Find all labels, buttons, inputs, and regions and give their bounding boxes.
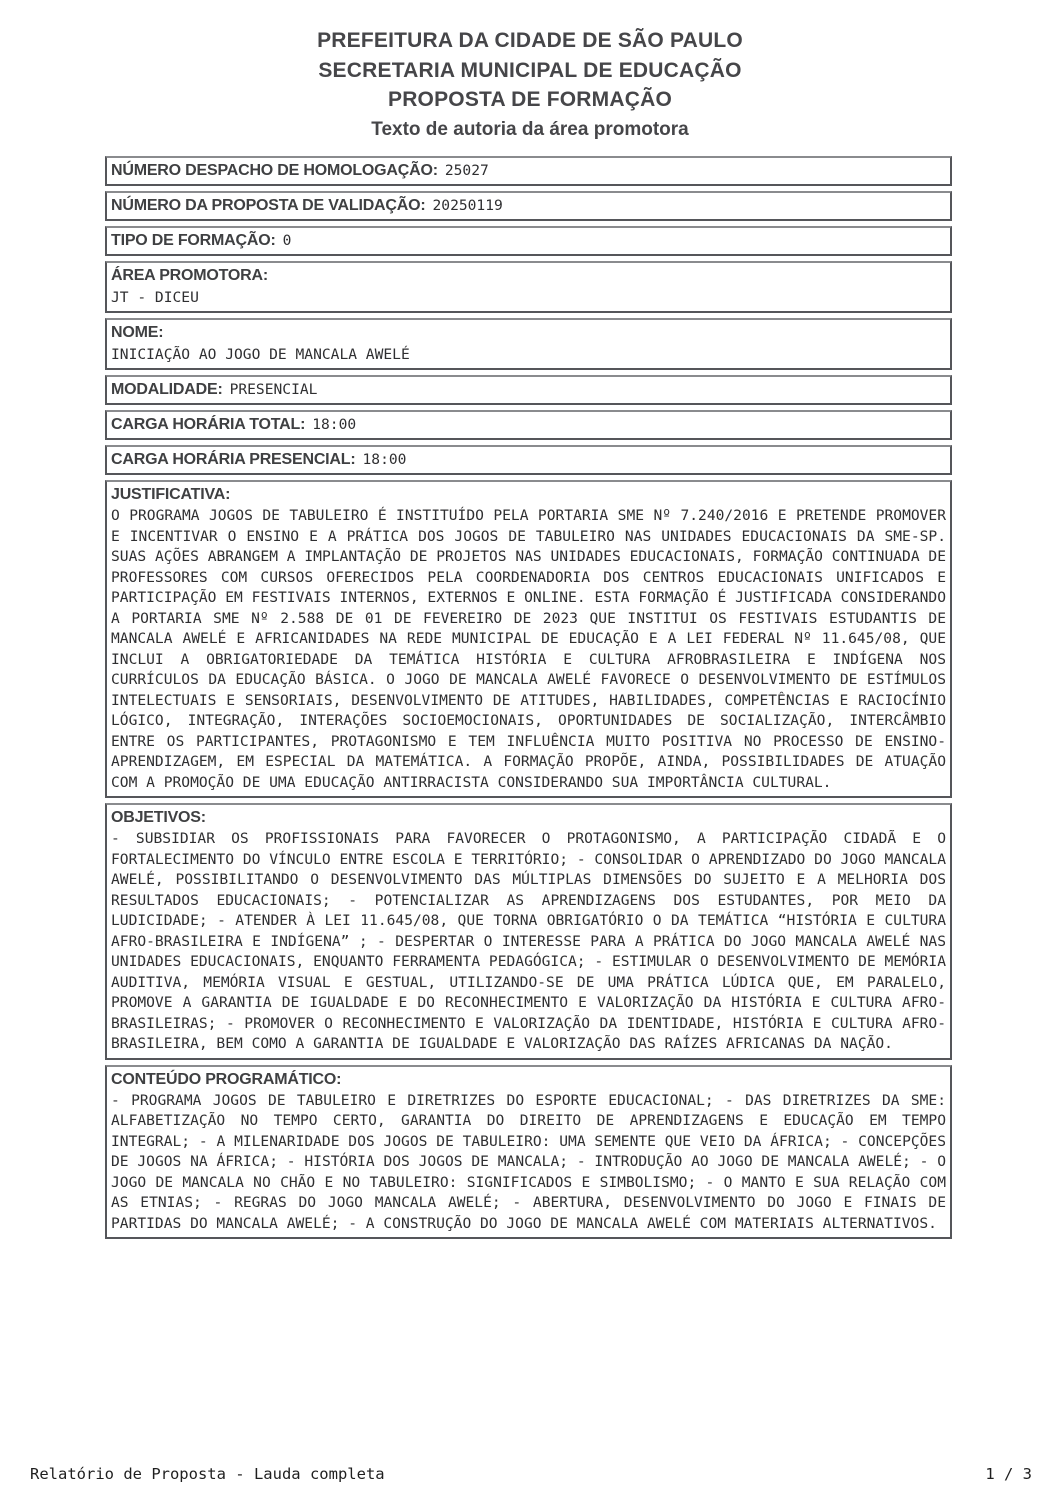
field-value: JT - DICEU <box>111 289 199 306</box>
field-numero-proposta-validacao <box>105 191 952 221</box>
field-conteudo-programatico <box>105 1065 952 1240</box>
field-label: MODALIDADE: <box>111 381 223 398</box>
field-label: TIPO DE FORMAÇÃO: <box>111 232 276 249</box>
field-carga-horaria-presencial <box>105 445 952 475</box>
field-value: - PROGRAMA JOGOS DE TABULEIRO E DIRETRIZES DO ESPORTE EDUCACIONAL; - DAS DIRETRIZES DA SME: ALFABETIZAÇÃO NO TEMPO CERTO, GARANTIA DO DIREITO DE APRENDIZAGENS E EDUCAÇÃO EM TEMPO INTEGRAL; - A MILENARIDADE DOS JOGOS DE TABULEIRO: UMA SEMENTE QUE VEIO DA ÁFRICA; - CONCEPÇÕES DE JOGOS NA ÁFRICA; - HISTÓRIA DOS JOGOS DE MANCALA; - INTRODUÇÃO AO JOGO DE MANCALA AWELÉ; - O JOGO DE MANCALA NO CHÃO E NO TABULEIRO: SIGNIFICADOS E SIMBOLISMO; - O MANTO E SUA RELAÇÃO COM AS ETNIAS; - REGRAS DO JOGO MANCALA AWELÉ; - ABERTURA, DESENVOLVIMENTO DO JOGO E FINAIS DE PARTIDAS DO MANCALA AWELÉ; - A CONSTRUÇÃO DO JOGO DE MANCALA AWELÉ COM MATERIAIS ALTERNATIVOS. <box>111 1091 946 1232</box>
field-label: JUSTIFICATIVA: <box>111 486 231 503</box>
field-value: 20250119 <box>432 197 503 214</box>
field-label: NÚMERO DESPACHO DE HOMOLOGAÇÃO: <box>111 162 438 179</box>
field-value: 25027 <box>444 162 489 179</box>
field-value: 18:00 <box>312 416 357 433</box>
field-nome <box>105 318 952 370</box>
field-value: PRESENCIAL <box>229 381 318 398</box>
field-value: 18:00 <box>362 451 407 468</box>
fields-container <box>105 156 952 1239</box>
field-tipo-de-formacao <box>105 226 952 256</box>
field-value: INICIAÇÃO AO JOGO DE MANCALA AWELÉ <box>111 346 410 363</box>
field-label: CONTEÚDO PROGRAMÁTICO: <box>111 1070 342 1088</box>
field-value: O PROGRAMA JOGOS DE TABULEIRO É INSTITUÍDO PELA PORTARIA SME Nº 7.240/2016 E PRETENDE PROMOVER E INCENTIVAR O ENSINO E A PRÁTICA DOS JOGOS DE TABULEIRO NAS UNIDADES EDUCACIONAIS DA SME-SP. SUAS AÇÕES ABRANGEM A IMPLANTAÇÃO DE PROJETOS NAS UNIDADES EDUCACIONAIS, FORMAÇÃO CONTINUADA DE PROFESSORES COM CURSOS OFERECIDOS PELA COORDENADORIA DOS CENTROS EDUCACIONAIS UNIFICADOS E PARTICIPAÇÃO EM FESTIVAIS INTERNOS, EXTERNOS E ONLINE. ESTA FORMAÇÃO É JUSTIFICADA CONSIDERANDO A PORTARIA SME Nº 2.588 DE 01 DE FEVEREIRO DE 2023 QUE INSTITUI OS FESTIVAIS ESTUDANTIS DE MANCALA AWELÉ E AFRICANIDADES NA REDE MUNICIPAL DE EDUCAÇÃO E A LEI FEDERAL Nº 11.645/08, QUE INCLUI A OBRIGATORIEDADE DA TEMÁTICA HISTÓRIA E CULTURA AFROBRASILEIRA E INDÍGENA NOS CURRÍCULOS DA EDUCAÇÃO BÁSICA. O JOGO DE MANCALA AWELÉ FAVORECE O DESENVOLVIMENTO DE ESTÍMULOS INTELECTUAIS E SENSORIAIS, DESENVOLVIMENTO DE ATITUDES, HABILIDADES, COMPETÊNCIAS E RACIOCÍNIO LÓGICO, INTEGRAÇÃO, INTERAÇÕES SOCIOEMOCIONAIS, OPORTUNIDADES DE SOCIALIZAÇÃO, INTERCÂMBIO ENTRE OS PARTICIPANTES, PROTAGONISMO E TEM INFLUÊNCIA MUITO POSITIVA NO PROCESSO DE ENSINO-APRENDIZAGEM, EM ESPECIAL DA MATEMÁTICA. A FORMAÇÃO PROPÕE, AINDA, POSSIBILIDADES DE ATUAÇÃO COM A PROMOÇÃO DE UMA EDUCAÇÃO ANTIRRACISTA CONSIDERANDO SUA IMPORTÂNCIA CULTURAL. <box>111 507 946 791</box>
field-modalidade <box>105 375 952 405</box>
page-footer <box>30 1465 1032 1483</box>
footer-page-number: 1 / 3 <box>985 1465 1032 1483</box>
field-numero-despacho-homologacao <box>105 156 952 186</box>
field-label: ÁREA PROMOTORA: <box>111 267 269 284</box>
field-value: 0 <box>282 232 292 249</box>
field-label: CARGA HORÁRIA PRESENCIAL: <box>111 451 356 468</box>
header-line-prefeitura: PREFEITURA DA CIDADE DE SÃO PAULO <box>317 29 743 52</box>
field-label: NOME: <box>111 324 164 341</box>
field-value: - SUBSIDIAR OS PROFISSIONAIS PARA FAVORECER O PROTAGONISMO, A PARTICIPAÇÃO CIDADÃ E O FORTALECIMENTO DO VÍNCULO ENTRE ESCOLA E TERRITÓRIO; - CONSOLIDAR O APRENDIZADO DO JOGO MANCALA AWELÉ, POSSIBILITANDO O DESENVOLVIMENTO DAS MÚLTIPLAS DIMENSÕES DO SUJEITO E A MELHORIA DOS RESULTADOS EDUCACIONAIS; - POTENCIALIZAR AS APRENDIZAGENS DOS ESTUDANTES, POR MEIO DA LUDICIDADE; - ATENDER À LEI 11.645/08, QUE TORNA OBRIGATÓRIO O DA TEMÁTICA “HISTÓRIA E CULTURA AFRO-BRASILEIRA E INDÍGENA” ; - DESPERTAR O INTERESSE PARA A PRÁTICA DO JOGO MANCALA AWELÉ NAS UNIDADES EDUCACIONAIS, ENQUANTO FERRAMENTA PEDAGÓGICA; - ESTIMULAR O DESENVOLVIMENTO DE MEMÓRIA AUDITIVA, MEMÓRIA VISUAL E GESTUAL, UTILIZANDO-SE DE UMA PRÁTICA LÚDICA QUE, EM PARALELO, PROMOVE A GARANTIA DE IGUALDADE E DO RECONHECIMENTO E VALORIZAÇÃO DA HISTÓRIA E CULTURA AFRO-BRASILEIRAS; - PROMOVER O RECONHECIMENTO E VALORIZAÇÃO DA IDENTIDADE, HISTÓRIA E CULTURA AFRO-BRASILEIRA, BEM COMO A GARANTIA DE IGUALDADE E VALORIZAÇÃO DAS RAÍZES AFRICANAS DA NAÇÃO. <box>111 830 946 1052</box>
field-justificativa <box>105 480 952 798</box>
field-carga-horaria-total <box>105 410 952 440</box>
header-line-secretaria: SECRETARIA MUNICIPAL DE EDUCAÇÃO <box>318 58 742 82</box>
field-label: NÚMERO DA PROPOSTA DE VALIDAÇÃO: <box>111 197 426 214</box>
field-objetivos <box>105 803 952 1060</box>
field-label: CARGA HORÁRIA TOTAL: <box>111 416 306 433</box>
footer-report-title: Relatório de Proposta - Lauda completa <box>30 1465 385 1483</box>
header-line-autoria: Texto de autoria da área promotora <box>371 118 689 140</box>
document-header <box>0 0 1060 144</box>
header-line-proposta: PROPOSTA DE FORMAÇÃO <box>387 88 672 111</box>
field-area-promotora <box>105 261 952 313</box>
field-label: OBJETIVOS: <box>111 809 206 826</box>
